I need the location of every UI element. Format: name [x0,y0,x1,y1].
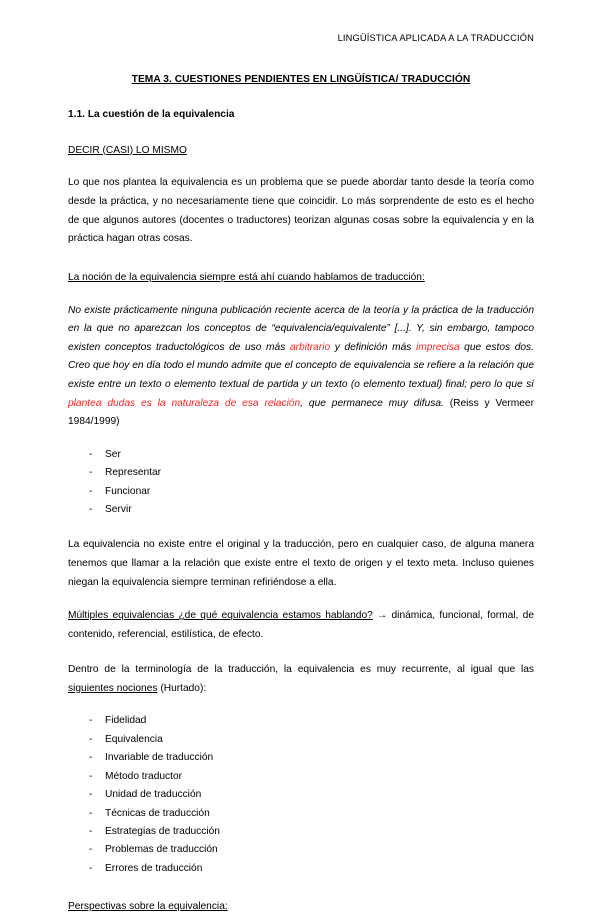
list-item [68,768,534,786]
list-item [68,731,534,749]
quote-part-1: No existe prácticamente ninguna publicación reciente acerca de la teoría y la práctica de la traducción en la que no aparezcan los conceptos de “equivalencia/equivalente” [...]. Y, sin embargo, tampoco existen conceptos traductológicos de uso más [68,304,534,353]
list-item [68,786,534,804]
list-item [68,712,534,730]
list-item [68,446,534,464]
list-marker-icon: - [89,825,93,837]
subheading-nocion-equivalencia [68,272,534,285]
arrow-right-icon: → [372,610,392,622]
quote-citation: (Reiss y Vermeer 1984/1999) [68,397,534,428]
paragraph-equivalencia-problema: Lo que nos plantea la equivalencia es un problema que se puede abordar tanto desde la teoría como desde la práctica, y no necesariamente tiene que coincidir. Lo más sorprendente de esto es el hecho de que algunos autores (docentes o traductores) teorizan algunas cosas sobre la equivalencia y en la práctica hagan otras cosas. [68,177,534,245]
multiples-equivalencias-underlined: Múltiples equivalencias ¿de qué equivalencia estamos hablando? [68,610,373,622]
list-item-label: Método traductor [105,770,183,782]
paragraph-terminologia-traduccion [68,644,534,698]
subheading-3-text: Perspectivas sobre la equivalencia: [68,901,228,913]
siguientes-nociones-underlined: siguientes nociones [68,682,158,694]
paragraph-equivalencia-no-existe: La equivalencia no existe entre el original y la traducción, pero en cualquier caso, de alguna manera tenemos que llamar a la relación que existe entre el texto de origen y el texto meta. Incluso quienes niegan la equivalencia siempre terminan refiriéndose a ella. [68,539,534,588]
list-marker-icon: - [89,467,93,479]
list-item [68,805,534,823]
list-marker-icon: - [89,862,93,874]
list-item-label: Funcionar [105,485,151,497]
list-item-label: Estrategias de traducción [105,825,220,837]
list-equivalencia-verbos [68,432,534,520]
list-marker-icon: - [89,485,93,497]
list-marker-icon: - [89,807,93,819]
subheading-decir-casi-lo-mismo [68,145,534,158]
list-item-label: Servir [105,503,132,515]
list-item [68,823,534,841]
list-item-label: Ser [105,448,121,460]
list-item [68,749,534,767]
list-item-label: Invariable de traducción [105,752,214,764]
list-item-label: Problemas de traducción [105,844,218,856]
list-marker-icon: - [89,844,93,856]
quote-highlight-arbitrario: arbitrario [289,341,331,353]
terminologia-before: Dentro de la terminología de la traducción, la equivalencia es muy recurrente, al igual que las [68,664,534,676]
quote-highlight-imprecisa: imprecisa [415,341,460,353]
list-marker-icon: - [89,770,93,782]
subheading-1-text: DECIR (CASI) LO MISMO [68,144,187,156]
quote-reiss-vermeer [68,285,534,432]
list-item-label: Representar [105,467,162,479]
list-marker-icon: - [89,715,93,727]
list-item-label: Equivalencia [105,733,163,745]
list-marker-icon: - [89,503,93,515]
list-item-label: Técnicas de traducción [105,807,210,819]
list-item [68,501,534,519]
page-content [68,0,534,914]
list-item [68,483,534,501]
list-marker-icon: - [89,733,93,745]
paragraph-multiples-equivalencias [68,592,534,644]
quote-part-4: , que permanece muy difusa. [300,397,444,409]
running-header: LINGÜÍSTICA APLICADA A LA TRADUCCIÓN [337,33,534,43]
subheading-2-text: La noción de la equivalencia siempre está ahí cuando hablamos de traducción: [68,271,425,283]
quote-part-2: y definición más [330,341,416,353]
section-title: 1.1. La cuestión de la equivalencia [68,108,235,120]
terminologia-after: (Hurtado): [157,682,207,694]
quote-highlight-plantea-dudas: plantea dudas es la naturaleza de esa relación [68,397,301,409]
multiples-equivalencias-rest: dinámica, funcional, formal, de contenido, referencial, estilística, de efecto. [68,610,534,640]
list-item-label: Fidelidad [105,715,147,727]
list-item-label: Errores de traducción [105,862,203,874]
list-marker-icon: - [89,752,93,764]
subheading-perspectivas-equivalencia [68,901,534,914]
quote-part-3: que estos dos. Creo que hoy en día todo el mundo admite que el concepto de equivalencia se refiere a la relación que existe entre un texto o elemento textual de partida y un texto (o elemento textual) final; pero lo que sí [68,341,534,390]
list-item [68,464,534,482]
document-title [68,74,534,87]
list-item [68,860,534,878]
list-nociones-hurtado [68,698,534,878]
list-item [68,841,534,859]
list-marker-icon: - [89,789,93,801]
list-marker-icon: - [89,448,93,460]
list-item-label: Unidad de traducción [105,789,202,801]
document-title-text: TEMA 3. CUESTIONES PENDIENTES EN LINGÜÍSTICA/ TRADUCCIÓN [131,74,471,86]
